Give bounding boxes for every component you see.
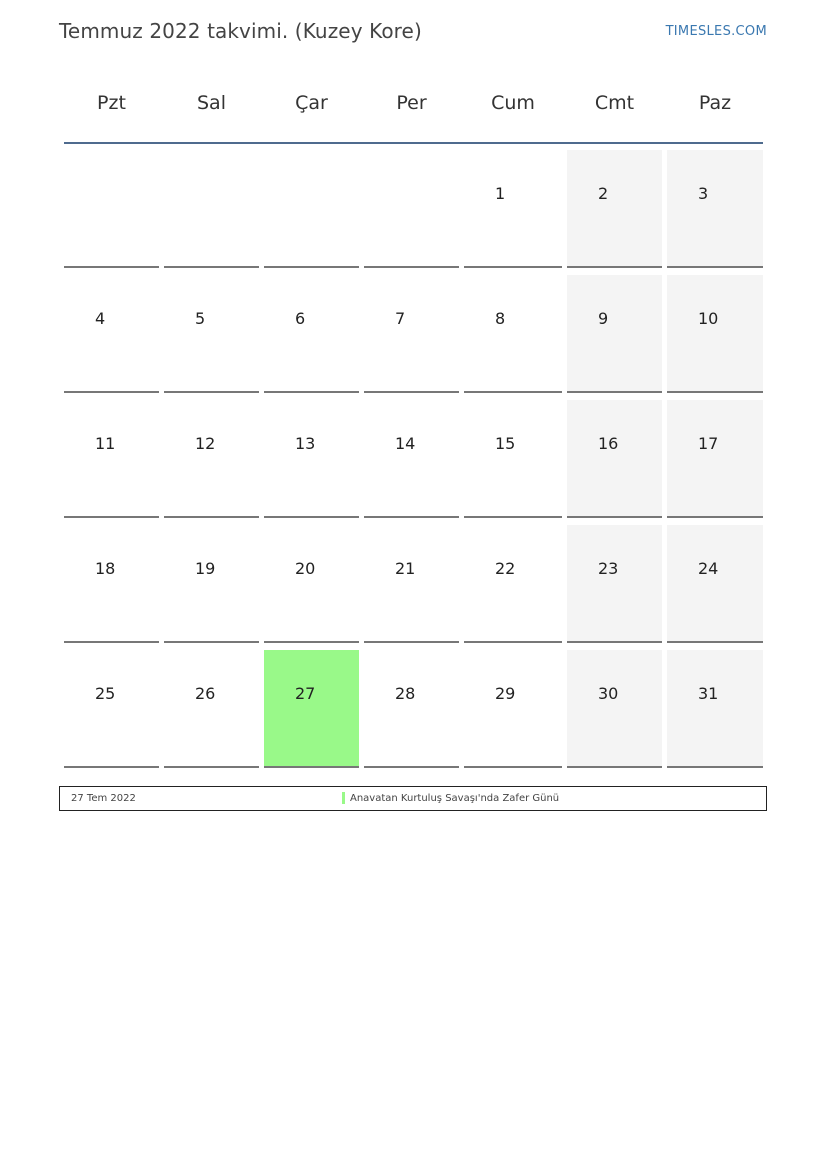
empty-day-cell (164, 150, 259, 268)
day-cell (567, 525, 662, 643)
day-cell (567, 650, 662, 768)
day-number: 26 (195, 684, 216, 703)
day-number: 15 (495, 434, 516, 453)
day-cell (64, 650, 159, 768)
weekday-header: Pzt (97, 92, 126, 114)
calendar-grid (64, 150, 763, 775)
day-cell (667, 650, 763, 768)
day-cell (264, 400, 359, 518)
day-number: 19 (195, 559, 216, 578)
day-number: 20 (295, 559, 316, 578)
day-number: 21 (395, 559, 416, 578)
day-number: 28 (395, 684, 416, 703)
weekday-header: Cum (491, 92, 535, 114)
day-number: 12 (195, 434, 216, 453)
holiday-day-cell (264, 650, 359, 768)
day-cell (64, 400, 159, 518)
day-cell (567, 150, 662, 268)
day-number: 25 (95, 684, 116, 703)
legend-holiday-name: Anavatan Kurtuluş Savaşı'nda Zafer Günü (350, 793, 560, 804)
day-number: 22 (495, 559, 516, 578)
day-cell (164, 525, 259, 643)
day-number: 17 (698, 434, 719, 453)
day-number: 14 (395, 434, 416, 453)
legend-date: 27 Tem 2022 (71, 793, 136, 804)
day-cell (164, 650, 259, 768)
day-number: 7 (395, 309, 406, 328)
day-number: 24 (698, 559, 719, 578)
day-cell (567, 275, 662, 393)
day-cell (64, 275, 159, 393)
legend-color-marker (342, 792, 345, 804)
day-number: 3 (698, 184, 709, 203)
weekday-header-row (64, 72, 763, 142)
day-number: 4 (95, 309, 106, 328)
weekday-header: Per (396, 92, 427, 114)
holiday-legend (59, 786, 767, 811)
day-number: 30 (598, 684, 619, 703)
day-cell (464, 275, 562, 393)
day-number: 10 (698, 309, 719, 328)
day-cell (464, 650, 562, 768)
day-cell (667, 525, 763, 643)
weekday-header: Çar (295, 92, 328, 114)
day-number: 6 (295, 309, 306, 328)
day-number: 11 (95, 434, 116, 453)
day-number: 29 (495, 684, 516, 703)
day-number: 13 (295, 434, 316, 453)
day-cell (264, 275, 359, 393)
day-number: 31 (698, 684, 719, 703)
day-cell (667, 275, 763, 393)
day-cell (364, 400, 459, 518)
empty-day-cell (364, 150, 459, 268)
page-title: Temmuz 2022 takvimi. (Kuzey Kore) (59, 19, 422, 43)
day-cell (364, 650, 459, 768)
day-number: 23 (598, 559, 619, 578)
weekday-header: Sal (197, 92, 226, 114)
day-number: 16 (598, 434, 619, 453)
day-number: 9 (598, 309, 609, 328)
day-number: 5 (195, 309, 206, 328)
day-cell (364, 275, 459, 393)
day-number: 27 (295, 684, 316, 703)
day-cell (164, 275, 259, 393)
day-cell (164, 400, 259, 518)
header-divider (64, 142, 763, 144)
day-cell (464, 525, 562, 643)
day-number: 2 (598, 184, 609, 203)
day-number: 1 (495, 184, 506, 203)
day-cell (667, 150, 763, 268)
empty-day-cell (64, 150, 159, 268)
day-cell (567, 400, 662, 518)
day-cell (464, 150, 562, 268)
brand-link[interactable]: TIMESLES.COM (665, 24, 767, 39)
day-cell (464, 400, 562, 518)
day-cell (64, 525, 159, 643)
day-number: 18 (95, 559, 116, 578)
day-cell (264, 525, 359, 643)
day-cell (364, 525, 459, 643)
day-cell (667, 400, 763, 518)
weekday-header: Cmt (594, 92, 635, 114)
empty-day-cell (264, 150, 359, 268)
day-number: 8 (495, 309, 506, 328)
weekday-header: Paz (698, 92, 732, 114)
